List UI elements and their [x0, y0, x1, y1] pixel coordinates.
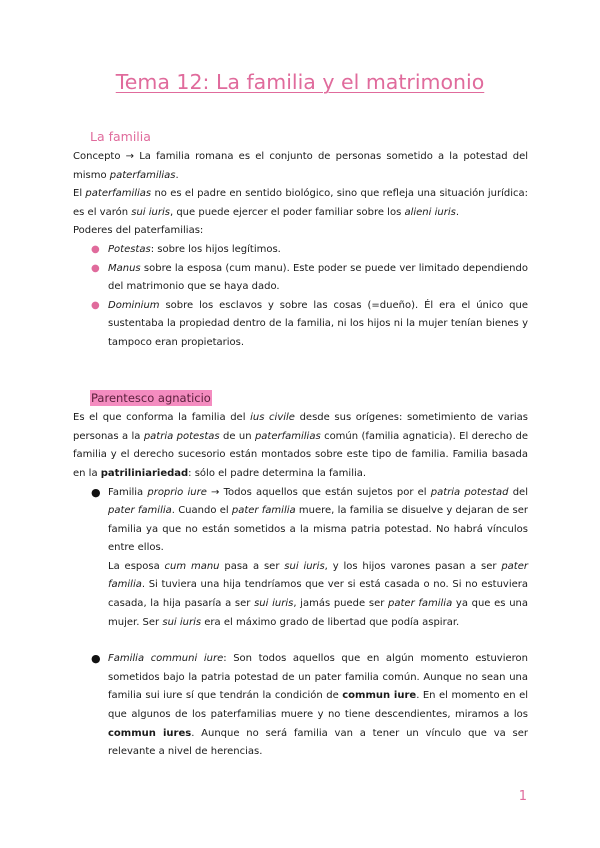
familia-list — [73, 484, 528, 762]
page-number: 1 — [518, 789, 527, 804]
paterfamilias-paragraph: El paterfamilias no es el padre en sentido biológico, sino que refleja una situación jurídica: es el varón sui iuris, que puede ejercer el poder familiar sobre los alieni iuris. — [73, 188, 529, 218]
bullet-icon: ● — [91, 652, 101, 666]
concepto-paragraph: Concepto → La familia romana es el conjunto de personas sometido a la potestad del mismo paterfamilias. — [73, 151, 528, 181]
poderes-list — [73, 241, 528, 353]
list-gap — [73, 632, 528, 650]
list-item: ● Potestas: sobre los hijos legítimos. — [73, 241, 528, 260]
section-heading-parentesco-agnaticio: Parentesco agnaticio — [91, 390, 211, 405]
page-title: Tema 12: La familia y el matrimonio — [115, 70, 485, 94]
document-body — [73, 128, 528, 762]
list-item-proprio-iure: ● Familia proprio iure → Todos aquellos que están sujetos por el patria potestad del pater familia. Cuando el pater familia muere, la familia se disuelve y dejaran de ser familia ya que no están sometidos a la misma patria potestad. No habrá vínculos entre ellos. La esposa cum manu pasa a ser sui iuris, y los hijos varones pasan a ser pater familia. Si tuviera una hija tendríamos que ver si está casada o no. Si no estuviera casada, la hija pasaría a ser sui iuris, jamás puede ser pater familia ya que es una mujer. Ser sui iuris era el máximo grado de libertad que podía aspirar. — [73, 484, 528, 633]
bullet-icon: ● — [91, 485, 101, 499]
list-item: ● Manus sobre la esposa (cum manu). Este poder se puede ver limitado dependiendo del matrimonio que se haya dado. — [73, 260, 528, 297]
section-heading-wrapper — [73, 390, 528, 410]
section-heading-la-familia: La familia — [90, 129, 151, 144]
bullet-icon: ● — [91, 299, 100, 311]
list-item: ● Dominium sobre los esclavos y sobre las cosas (=dueño). Él era el único que sustentaba la propiedad dentro de la familia, ni los hijos ni la mujer tenían bienes y tampoco eran propietarios. — [73, 297, 528, 353]
bullet-icon: ● — [91, 243, 100, 255]
parentesco-paragraph: Es el que conforma la familia del ius civile desde sus orígenes: sometimiento de varias personas a la patria potestas de un paterfamilias común (familia agnaticia). El derecho de familia y el derecho sucesorio están montados sobre este tipo de familia. Familia basada en la patriliniariedad: sólo el padre determina la familia. — [73, 412, 528, 479]
list-item-continuation: La esposa cum manu pasa a ser sui iuris, y los hijos varones pasan a ser pater familia. Si tuviera una hija tendríamos que ver si está casada o no. Si no estuviera casada, la hija pasaría a ser sui iuris, jamás puede ser pater familia ya que es una mujer. Ser sui iuris era el máximo grado de libertad que podía aspirar. — [108, 560, 528, 628]
list-item-communi-iure: ● Familia communi iure: Son todos aquellos que en algún momento estuvieron sometidos bajo la patria potestad de un pater familia común. Aunque no sean una familia sui iure sí que tendrán la condición de commun iure. En el momento en el que algunos de los paterfamilias muere y no tiene descendientes, miramos a los commun iures. Aunque no será familia van a tener un vínculo que va ser relevante a nivel de herencias. — [91, 652, 529, 758]
poderes-label: Poderes del paterfamilias: — [73, 225, 204, 237]
bullet-icon: ● — [91, 262, 100, 274]
